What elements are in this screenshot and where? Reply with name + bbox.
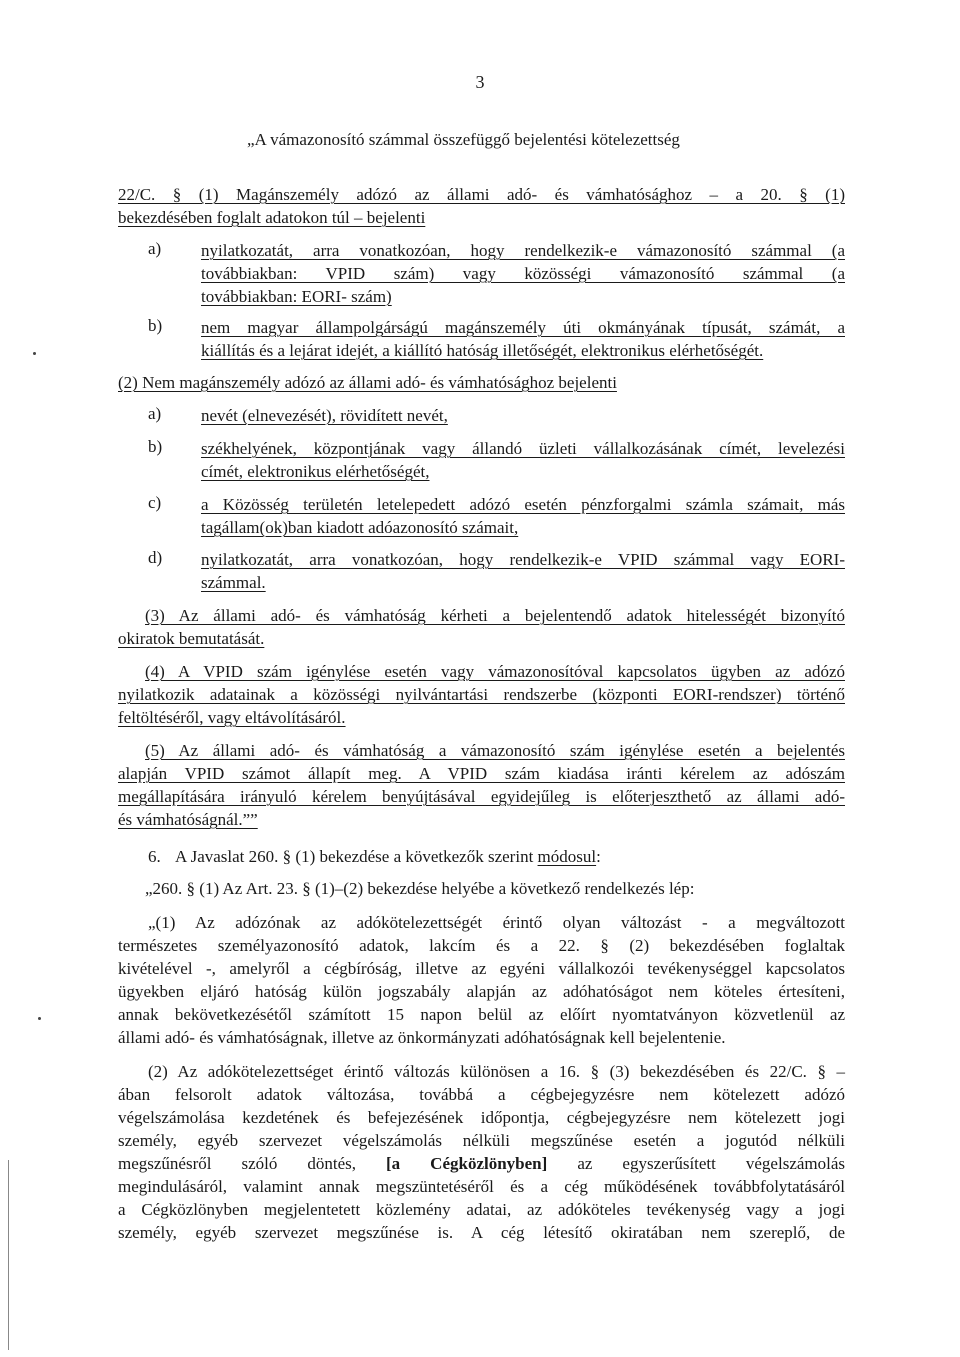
- new2-line5-tail: az egyszerűsített végelszámolás: [547, 1154, 846, 1173]
- s5-line2: alapján VPID számot állapít meg. A VPID szám kiadása iránti kérelem az adószám: [118, 764, 845, 783]
- page-number: 3: [475, 72, 485, 92]
- s5-line1: (5) Az állami adó- és vámhatóság a vámazonosító szám igénylése esetén a bejelentés: [145, 741, 845, 760]
- s22c-item-a-label: a): [148, 239, 162, 258]
- s2-item-b-label: b): [148, 437, 163, 456]
- new2-line5: [118, 1152, 845, 1175]
- s22c-item-a-line2: továbbiakban: VPID szám) vagy közösségi vámazonosító számmal (a: [201, 264, 845, 283]
- s22c-item-b-label: b): [148, 316, 163, 335]
- s2-item-c-label: c): [148, 493, 162, 512]
- new1-line3: kivételével -, amelyről a cégbíróság, illetve az egyéni vállalkozói tevékenységgel kapcsolatos: [118, 959, 845, 978]
- new1-line4: ügyekben eljáró hatóság külön jogszabály alapján az adóhatóságot nem köteles értesíteni,: [118, 982, 845, 1001]
- new1-line6: állami adó- és vámhatóságnak, illetve az önkormányzati adóhatóságnak kell bejelentenie.: [118, 1028, 726, 1047]
- s2-item-d-label: d): [148, 548, 163, 567]
- s22c-item-b-line1: nem magyar állampolgárságú magánszemély úti okmányának típusát, számát, a: [201, 318, 845, 337]
- s4-line3: feltöltéséről, vagy eltávolításáról.: [118, 708, 346, 727]
- new2-line4: személy, egyéb szervezet végelszámolás nélküli megszűnése esetén a jogutód nélküli: [118, 1131, 845, 1150]
- new2-line7: a Cégközlönyben megjelentetett közlemény adatai, az adóköteles tevékenység vagy a jogi: [118, 1200, 845, 1219]
- s3-line1: (3) Az állami adó- és vámhatóság kérheti a bejelentendő adatok hitelességét bizonyító: [145, 606, 845, 625]
- new2-bold-cegkozlony: [a Cégközlönyben]: [386, 1154, 548, 1173]
- s2-item-b-line2: címét, elektronikus elérhetőségét,: [201, 462, 430, 481]
- point6-text-main: A Javaslat 260. § (1) bekezdése a következők szerint: [175, 847, 538, 866]
- scan-edge-line: [8, 1160, 9, 1350]
- s22c-line1: 22/C. § (1) Magánszemély adózó az állami adó- és vámhatósághoz – a 20. § (1): [118, 185, 845, 204]
- new1-line1: „(1) Az adózónak az adókötelezettségét érintő olyan változást - a megváltozott: [148, 913, 845, 932]
- quote-260: „260. § (1) Az Art. 23. § (1)–(2) bekezdése helyébe a következő rendelkezés lép:: [145, 879, 695, 898]
- new1-line2: természetes személyazonosító adatok, lakcím és a 22. § (2) bekezdésében foglaltak: [118, 936, 845, 955]
- point6-text: [175, 845, 845, 868]
- s2-item-a-line1: nevét (elnevezését), rövidített nevét,: [201, 406, 448, 425]
- point6-text-underlined: módosul: [537, 847, 597, 866]
- s2-item-c-line1: a Közösség területén letelepedett adózó esetén pénzforgalmi számla számait, más: [201, 495, 845, 514]
- new2-line6: megindulásáról, valamint annak megszüntetéséről és a cég működésének továbbfolytatásáról: [118, 1177, 845, 1196]
- s5-line4: és vámhatóságnál.””: [118, 810, 258, 829]
- new2-line5-start: megszűnésről szóló döntés,: [118, 1154, 387, 1173]
- scan-speck: [38, 1017, 41, 1020]
- s3-line2: okiratok bemutatását.: [118, 629, 265, 648]
- new2-line1: (2) Az adókötelezettséget érintő változás különösen a 16. § (3) bekezdésében és 22/C. § –: [148, 1062, 845, 1081]
- new2-line2: ában felsorolt adatok változása, továbbá a cégbejegyzésre nem kötelezett adózó: [118, 1085, 845, 1104]
- s5-line3: megállapítására irányuló kérelem benyújtásával egyidejűleg is előterjeszthető az állami adó-: [118, 787, 845, 806]
- new1-line5: annak bekövetkezésétől számított 15 napon belül az előírt nyomtatványon közvetlenül az: [118, 1005, 845, 1024]
- s2-item-b-line1: székhelyének, központjának vagy állandó üzleti vállalkozásának címét, levelezési: [201, 439, 845, 458]
- s2-item-d-line2: számmal.: [201, 573, 266, 592]
- new2-line8: személy, egyéb szervezet megszűnése is. A cég létesítő okiratában nem szereplő, de: [118, 1223, 845, 1242]
- s2-intro: (2) Nem magánszemély adózó az állami adó- és vámhatósághoz bejelenti: [118, 373, 617, 392]
- s2-item-c-line2: tagállam(ok)ban kiadott adóazonosító számait,: [201, 518, 519, 537]
- s22c-line2: bekezdésében foglalt adatokon túl – bejelenti: [118, 208, 426, 227]
- s22c-item-a-line1: nyilatkozatát, arra vonatkozóan, hogy rendelkezik-e vámazonosító számmal (a: [201, 241, 845, 260]
- section-title: „A vámazonosító számmal összefüggő bejelentési kötelezettség: [247, 130, 680, 149]
- point6-number: 6.: [148, 847, 161, 866]
- scan-speck: [33, 352, 36, 355]
- s2-item-a-label: a): [148, 404, 162, 423]
- new2-line3: végelszámolása kezdetének és befejezésének időpontja, cégbejegyzésre nem kötelezett jogi: [118, 1108, 845, 1127]
- s22c-item-b-line2: kiállítás és a lejárat idejét, a kiállító hatóság illetőségét, elektronikus elérhetőségét.: [201, 341, 764, 360]
- s4-line2: nyilatkozik adatainak a közösségi nyilvántartási rendszerbe (központi EORI-rendszer) történő: [118, 685, 845, 704]
- point6-text-colon: :: [596, 847, 601, 866]
- s2-item-d-line1: nyilatkozatát, arra vonatkozóan, hogy rendelkezik-e VPID számmal vagy EORI-: [201, 550, 845, 569]
- s4-line1: (4) A VPID szám igénylése esetén vagy vámazonosítóval kapcsolatos ügyben az adózó: [145, 662, 845, 681]
- s22c-item-a-line3: továbbiakban: EORI- szám): [201, 287, 392, 306]
